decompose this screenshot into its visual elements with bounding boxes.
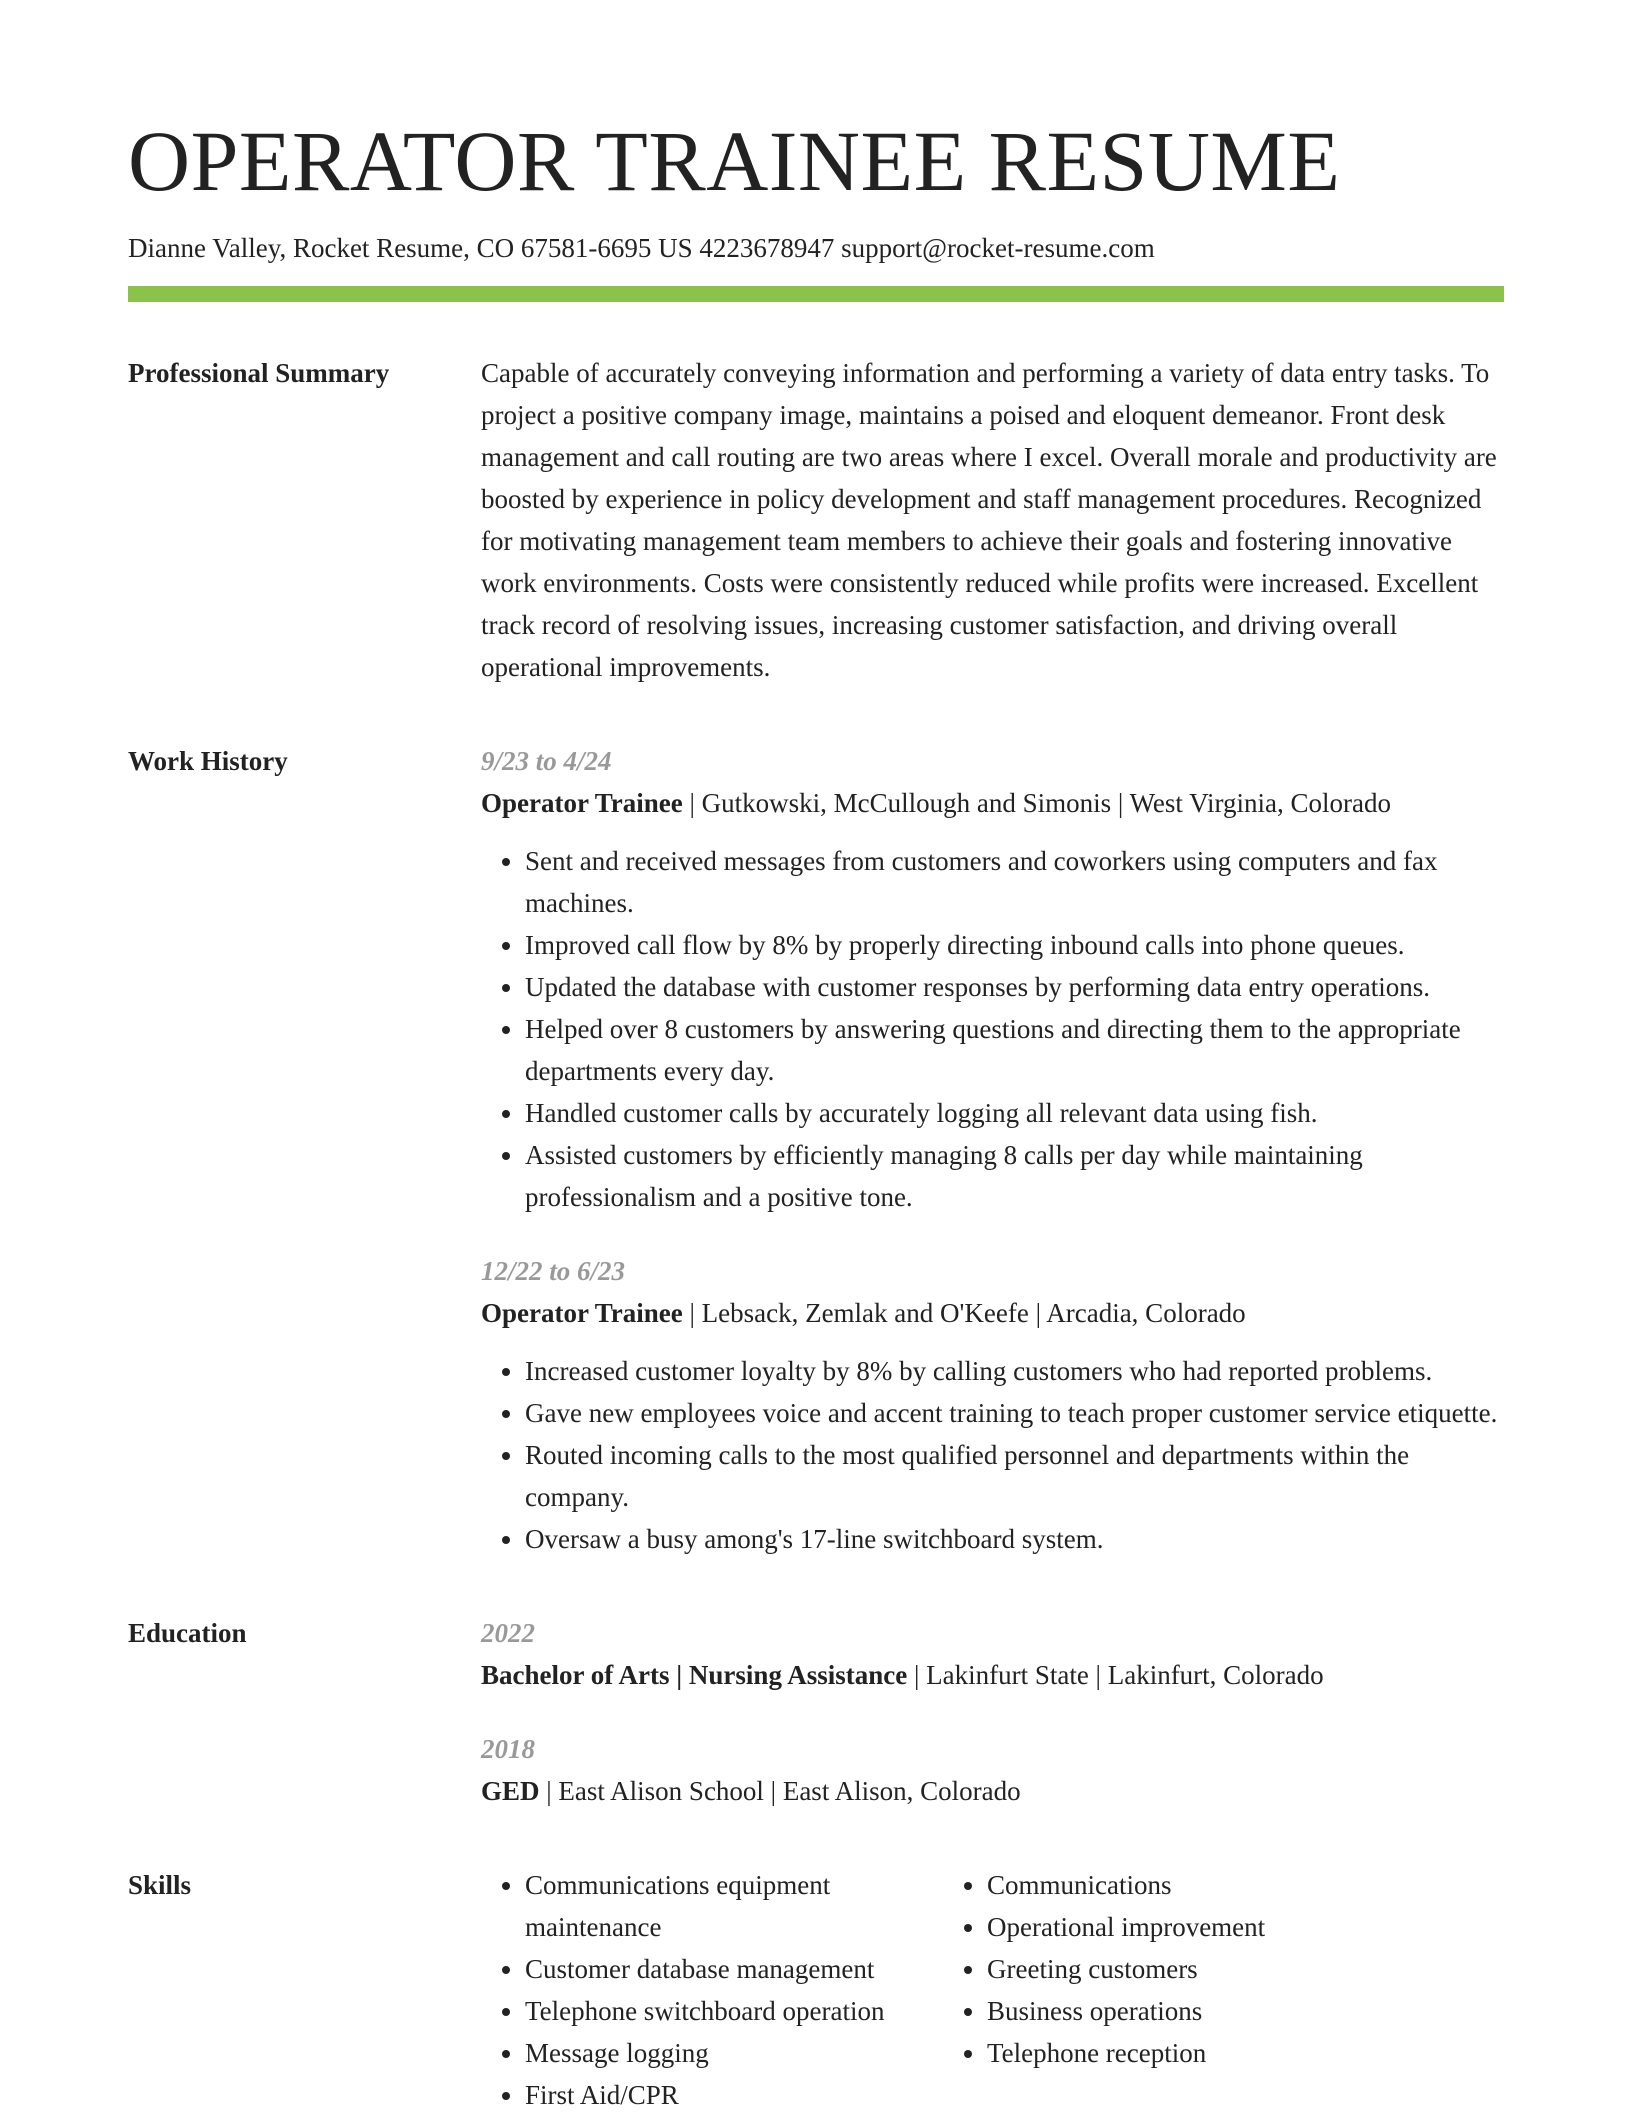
- education-heading: [481, 1654, 1504, 1696]
- skills-column-left: [481, 1864, 943, 2116]
- job-details: | Lebsack, Zemlak and O'Keefe | Arcadia, Colorado: [682, 1298, 1246, 1329]
- education-details: | Lakinfurt State | Lakinfurt, Colorado: [907, 1660, 1324, 1691]
- list-item: • Operational improvement: [987, 1906, 1504, 1948]
- list-item: • Sent and received messages from customers and coworkers using computers and fax machines.: [525, 840, 1504, 924]
- list-item: • Communications equipment maintenance: [525, 1864, 943, 1948]
- list-item: • Oversaw a busy among's 17-line switchboard system.: [525, 1518, 1504, 1560]
- summary-text: Capable of accurately conveying information and performing a variety of data entry tasks. To project a positive company image, maintains a poised and eloquent demeanor. Front desk management and call routing are two areas where I excel. Overall morale and productivity are boosted by experience in policy development and staff management procedures. Recognized for motivating management team members to achieve their goals and fostering innovative work environments. Costs were consistently reduced while profits were increased. Excellent track record of resolving issues, increasing customer satisfaction, and driving overall operational improvements.: [481, 358, 1497, 683]
- list-item: • Telephone switchboard operation: [525, 1990, 943, 2032]
- list-item: • First Aid/CPR: [525, 2074, 943, 2116]
- skills-body: [481, 1864, 1504, 2116]
- section-label-summary: Professional Summary: [128, 358, 390, 389]
- summary-section: [128, 352, 1504, 688]
- summary-body: [481, 352, 1504, 688]
- list-item: • Greeting customers: [987, 1948, 1504, 1990]
- list-item: • Handled customer calls by accurately logging all relevant data using fish.: [525, 1092, 1504, 1134]
- education-entry: [481, 1728, 1504, 1812]
- section-label-education: Education: [128, 1618, 247, 1649]
- list-item: • Updated the database with customer responses by performing data entry operations.: [525, 966, 1504, 1008]
- list-item: • Business operations: [987, 1990, 1504, 2032]
- education-year: 2022: [481, 1618, 535, 1649]
- education-entry: [481, 1612, 1504, 1696]
- job-heading: [481, 1292, 1504, 1334]
- job-title: Operator Trainee: [481, 788, 683, 819]
- job-entry: [481, 740, 1504, 1218]
- job-title: Operator Trainee: [481, 1298, 683, 1329]
- resume-title: OPERATOR TRAINEE RESUME: [128, 113, 1341, 209]
- job-dates: 12/22 to 6/23: [481, 1256, 626, 1287]
- list-item: • Improved call flow by 8% by properly directing inbound calls into phone queues.: [525, 924, 1504, 966]
- header-divider: [128, 286, 1504, 302]
- job-details: | Gutkowski, McCullough and Simonis | West Virginia, Colorado: [682, 788, 1391, 819]
- list-item: • Assisted customers by efficiently managing 8 calls per day while maintaining professionalism and a positive tone.: [525, 1134, 1504, 1218]
- section-label-work-history: Work History: [128, 746, 288, 777]
- job-dates: 9/23 to 4/24: [481, 746, 612, 777]
- job-entry: [481, 1250, 1504, 1560]
- section-label-skills: Skills: [128, 1870, 192, 1901]
- list-item: • Routed incoming calls to the most qualified personnel and departments within the company.: [525, 1434, 1504, 1518]
- list-item: • Message logging: [525, 2032, 943, 2074]
- list-item: • Customer database management: [525, 1948, 943, 1990]
- work-history-body: [481, 740, 1504, 1560]
- skills-section: [128, 1864, 1504, 2116]
- education-section: [128, 1612, 1504, 1812]
- education-degree: Bachelor of Arts | Nursing Assistance: [481, 1660, 908, 1691]
- list-item: • Helped over 8 customers by answering questions and directing them to the appropriate departments every day.: [525, 1008, 1504, 1092]
- education-degree: GED: [481, 1776, 540, 1807]
- list-item: • Gave new employees voice and accent training to teach proper customer service etiquette.: [525, 1392, 1504, 1434]
- education-details: | East Alison School | East Alison, Colorado: [539, 1776, 1021, 1807]
- job-bullets: [481, 840, 1504, 1218]
- education-body: [481, 1612, 1504, 1812]
- skills-column-right: [943, 1864, 1504, 2116]
- job-bullets: [481, 1350, 1504, 1560]
- job-heading: [481, 782, 1504, 824]
- list-item: • Communications: [987, 1864, 1504, 1906]
- list-item: • Increased customer loyalty by 8% by calling customers who had reported problems.: [525, 1350, 1504, 1392]
- list-item: • Telephone reception: [987, 2032, 1504, 2074]
- education-heading: [481, 1770, 1504, 1812]
- work-history-section: [128, 740, 1504, 1560]
- contact-line: Dianne Valley, Rocket Resume, CO 67581-6695 US 4223678947 support@rocket-resume.com: [128, 233, 1155, 263]
- education-year: 2018: [481, 1734, 535, 1765]
